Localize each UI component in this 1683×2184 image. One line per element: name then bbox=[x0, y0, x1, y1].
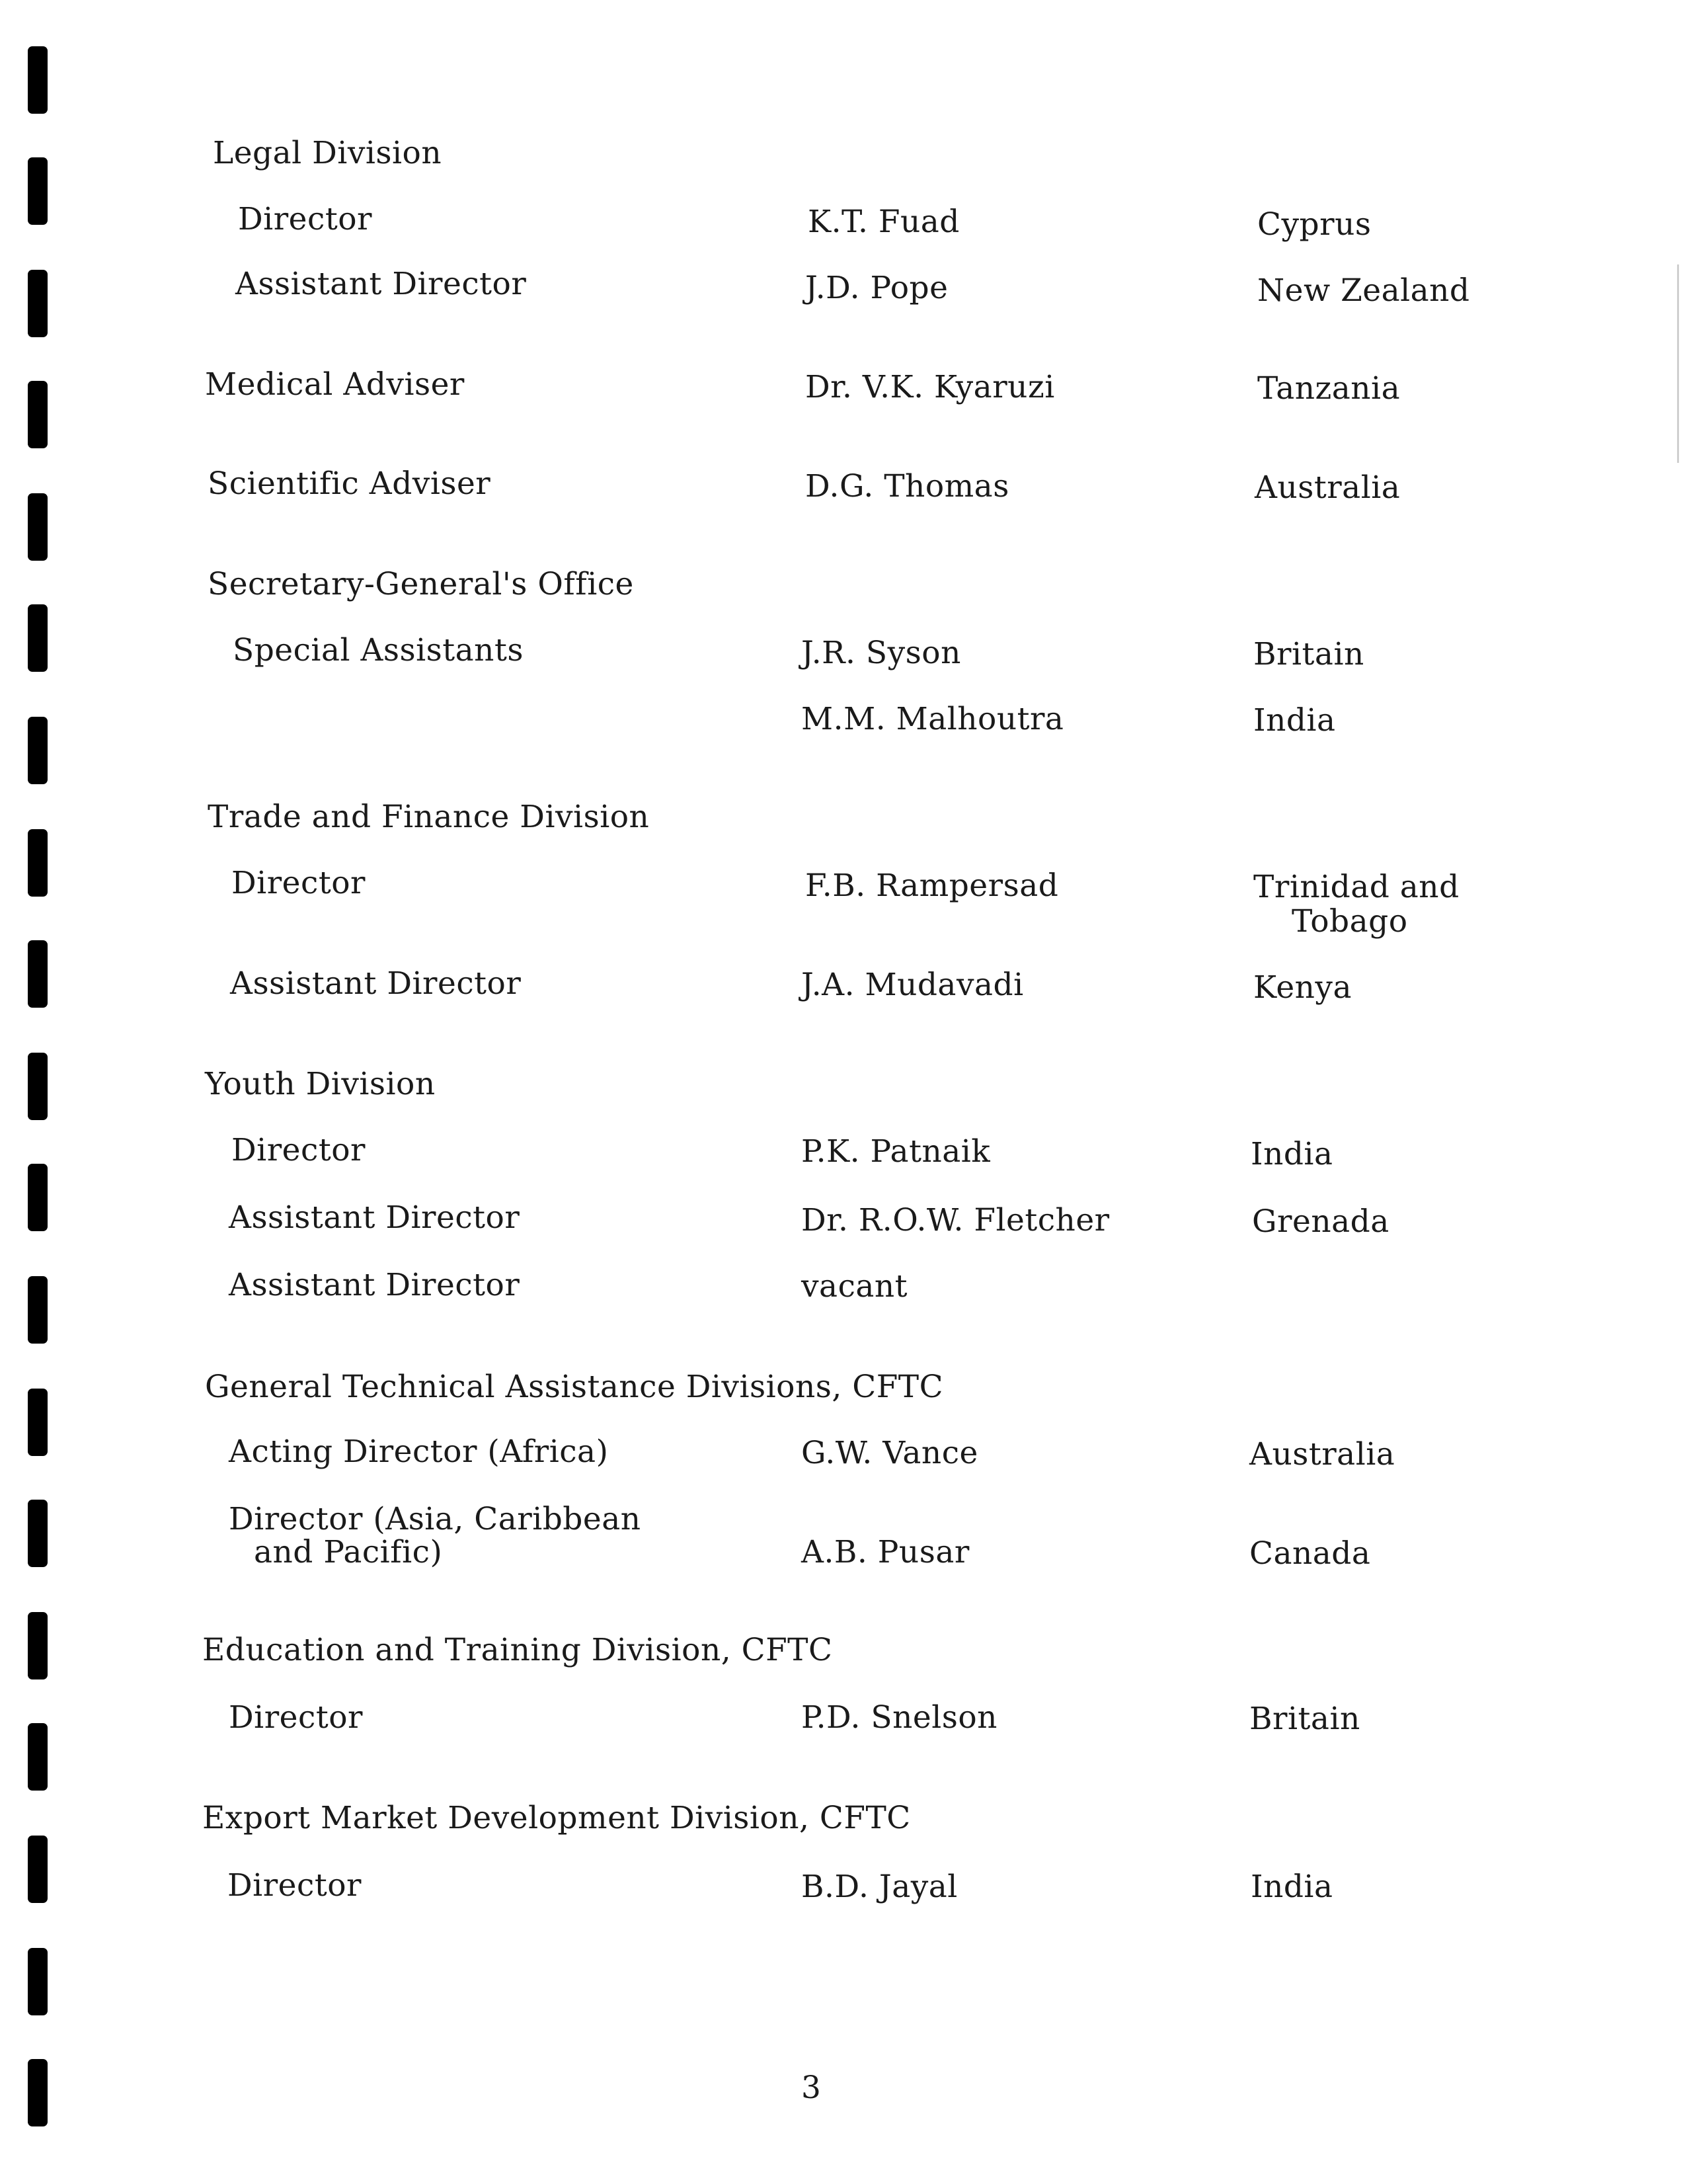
binding-mark bbox=[28, 270, 48, 337]
binding-mark bbox=[28, 1276, 48, 1344]
page-number: 3 bbox=[801, 2070, 821, 2106]
name-gw-vance: G.W. Vance bbox=[801, 1435, 978, 1471]
binding-mark bbox=[28, 493, 48, 561]
section-heading-export-market-development: Export Market Development Division, CFTC bbox=[202, 1800, 911, 1836]
section-heading-trade-finance-division: Trade and Finance Division bbox=[208, 799, 650, 835]
section-heading-general-technical-assistance: General Technical Assistance Divisions, CFTC bbox=[205, 1369, 944, 1405]
country-canada: Canada bbox=[1249, 1535, 1371, 1572]
name-ab-pusar: A.B. Pusar bbox=[801, 1534, 970, 1570]
binding-mark bbox=[28, 940, 48, 1008]
role-acting-director-africa: Acting Director (Africa) bbox=[229, 1434, 609, 1470]
name-row-fletcher: Dr. R.O.W. Fletcher bbox=[801, 1202, 1110, 1238]
binding-mark bbox=[28, 604, 48, 672]
page-edge-rule bbox=[1677, 264, 1679, 463]
role-director: Director bbox=[238, 201, 372, 237]
role-director: Director bbox=[229, 1699, 363, 1736]
binding-marks bbox=[28, 0, 54, 2184]
country-india: India bbox=[1251, 1136, 1333, 1172]
country-australia: Australia bbox=[1249, 1436, 1395, 1473]
name-dg-thomas: D.G. Thomas bbox=[805, 468, 1009, 505]
name-pd-snelson: P.D. Snelson bbox=[801, 1699, 998, 1736]
role-assistant-director: Assistant Director bbox=[235, 266, 527, 302]
name-bd-jayal: B.D. Jayal bbox=[801, 1869, 958, 1905]
section-heading-secretary-generals-office: Secretary-General's Office bbox=[208, 566, 634, 602]
role-assistant-director: Assistant Director bbox=[229, 1199, 520, 1236]
name-ja-mudavadi: J.A. Mudavadi bbox=[801, 967, 1024, 1003]
country-new-zealand: New Zealand bbox=[1257, 272, 1470, 309]
country-tobago: Tobago bbox=[1292, 903, 1408, 940]
section-heading-education-training: Education and Training Division, CFTC bbox=[202, 1632, 833, 1668]
binding-mark bbox=[28, 1500, 48, 1567]
role-and-pacific: and Pacific) bbox=[254, 1534, 443, 1570]
country-tanzania: Tanzania bbox=[1257, 370, 1401, 407]
binding-mark bbox=[28, 46, 48, 114]
role-director: Director bbox=[227, 1867, 362, 1904]
binding-mark bbox=[28, 829, 48, 897]
binding-mark bbox=[28, 1612, 48, 1679]
country-india: India bbox=[1251, 1869, 1333, 1905]
binding-mark bbox=[28, 1389, 48, 1456]
binding-mark bbox=[28, 1053, 48, 1120]
name-pk-patnaik: P.K. Patnaik bbox=[801, 1133, 991, 1170]
section-heading-legal-division: Legal Division bbox=[213, 135, 442, 171]
country-australia: Australia bbox=[1255, 469, 1401, 506]
name-vacant: vacant bbox=[801, 1268, 908, 1305]
name-fb-rampersad: F.B. Rampersad bbox=[805, 868, 1059, 904]
country-india: India bbox=[1253, 702, 1336, 739]
country-grenada: Grenada bbox=[1252, 1203, 1389, 1240]
role-assistant-director: Assistant Director bbox=[230, 965, 522, 1002]
country-trinidad-and: Trinidad and bbox=[1253, 869, 1460, 905]
name-vk-kyaruzi: Dr. V.K. Kyaruzi bbox=[805, 369, 1055, 405]
country-kenya: Kenya bbox=[1253, 969, 1352, 1006]
binding-mark bbox=[28, 2059, 48, 2126]
country-britain: Britain bbox=[1253, 636, 1364, 672]
binding-mark bbox=[28, 1723, 48, 1791]
name-jr-syson: J.R. Syson bbox=[801, 635, 961, 671]
country-cyprus: Cyprus bbox=[1257, 206, 1372, 243]
section-heading-youth-division: Youth Division bbox=[205, 1066, 436, 1102]
role-scientific-adviser: Scientific Adviser bbox=[208, 465, 491, 502]
name-jd-pope: J.D. Pope bbox=[805, 270, 949, 306]
name-mm-malhoutra: M.M. Malhoutra bbox=[801, 701, 1064, 737]
binding-mark bbox=[28, 1164, 48, 1231]
role-director: Director bbox=[231, 865, 366, 901]
binding-mark bbox=[28, 1948, 48, 2015]
role-director: Director bbox=[231, 1132, 366, 1168]
role-assistant-director: Assistant Director bbox=[229, 1267, 520, 1303]
binding-mark bbox=[28, 381, 48, 448]
role-special-assistants: Special Assistants bbox=[233, 632, 524, 668]
role-medical-adviser: Medical Adviser bbox=[205, 366, 465, 403]
binding-mark bbox=[28, 157, 48, 225]
binding-mark bbox=[28, 717, 48, 784]
name-kt-fuad: K.T. Fuad bbox=[808, 204, 960, 240]
binding-mark bbox=[28, 1836, 48, 1903]
role-director-asia-caribbean: Director (Asia, Caribbean bbox=[229, 1501, 641, 1537]
country-britain: Britain bbox=[1249, 1701, 1360, 1737]
